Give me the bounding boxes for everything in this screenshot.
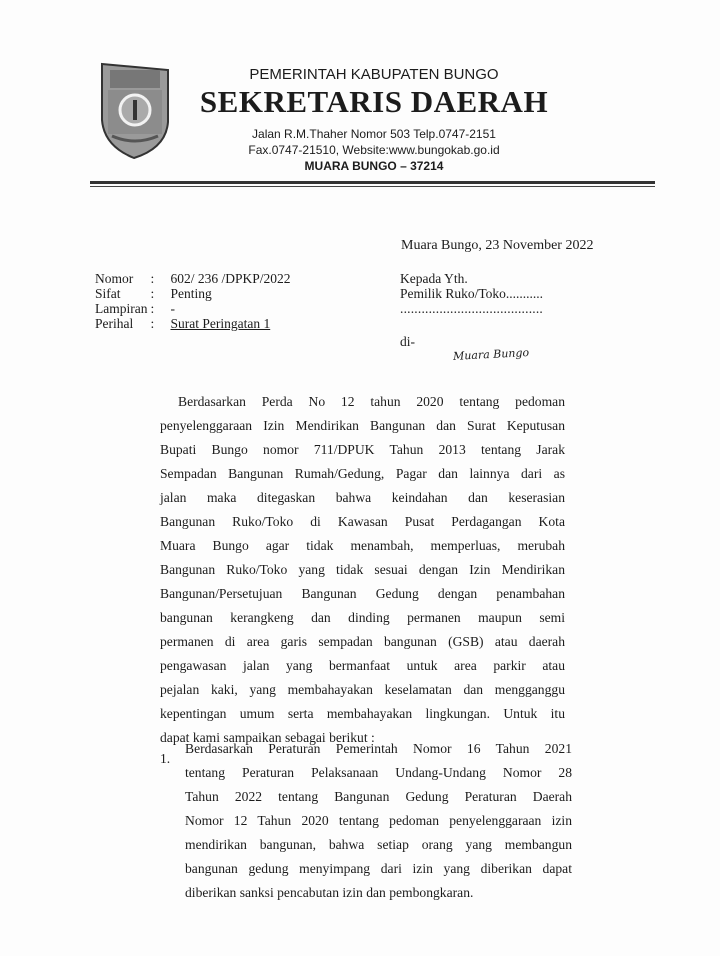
text-line: mendirikan bangunan, bahwa setiap orang yang membangun [185, 837, 572, 852]
text-line: Sempadan Bangunan Rumah/Gedung, Pagar dan lainnya dari as [160, 466, 565, 481]
meta-sep: : [150, 271, 155, 286]
government-name: PEMERINTAH KABUPATEN BUNGO [249, 66, 499, 83]
text-line: dapat kami sampaikan sebagai berikut : [160, 730, 375, 745]
text-line: pejalan kaki, yang membahayakan keselamatan dan mengganggu [160, 682, 565, 697]
text-line: Bupati Bungo nomor 711/DPUK Tahun 2013 tentang Jarak [160, 442, 565, 457]
text-line: tentang Peraturan Pelaksanaan Undang-Undang Nomor 28 [185, 765, 572, 780]
text-line: Muara Bungo agar tidak menambah, memperluas, merubah [160, 538, 565, 553]
recipient-greeting: Kepada Yth. [400, 271, 468, 286]
meta-label: Perihal [95, 316, 134, 331]
body-paragraph [160, 390, 565, 750]
meta-row [95, 301, 291, 316]
text-line: Bangunan/Persetujuan Bangunan Gedung dengan penambahan [160, 586, 565, 601]
text-line: Nomor 12 Tahun 2020 tentang pedoman penyelenggaraan izin [185, 813, 572, 828]
recipient-di: di- [400, 334, 415, 349]
contact-line: Fax.0747-21510, Website:www.bungokab.go.id [248, 143, 500, 157]
text-line: Bangunan Ruko/Toko di Kawasan Pusat Perdagangan Kota [160, 514, 565, 529]
meta-label: Nomor [95, 271, 134, 286]
letter-date: Muara Bungo, 23 November 2022 [401, 238, 594, 253]
text-line: Bangunan Ruko/Toko yang tidak sesuai dengan Izin Mendirikan [160, 562, 565, 577]
list-number: 1. [160, 751, 171, 766]
text-line: diberikan sanksi pencabutan izin dan pembongkaran. [185, 885, 474, 900]
recipient-block [400, 271, 543, 349]
text-line: jalan maka ditegaskan bahwa keindahan dan keserasian [160, 490, 565, 505]
text-line: pengawasan jalan yang bermanfaat untuk area parkir atau [160, 658, 565, 673]
meta-sep: : [150, 301, 155, 316]
meta-sep: : [150, 286, 155, 301]
text-line: bangunan kerangkeng dan dinding permanen maupun semi [160, 610, 565, 625]
meta-value: - [170, 301, 175, 316]
text-line: Tahun 2022 tentang Bangunan Gedung Peraturan Daerah [185, 789, 572, 804]
meta-value: Penting [170, 286, 212, 301]
address-line: Jalan R.M.Thaher Nomor 503 Telp.0747-2151 [252, 127, 496, 141]
recipient-name: Pemilik Ruko/Toko........... [400, 286, 544, 301]
text-line: kepentingan umum serta membahayakan lingkungan. Untuk itu [160, 706, 565, 721]
header-rule [90, 181, 655, 184]
list-item [185, 737, 572, 905]
text-line: bangunan gedung menyimpang dari izin yang diberikan dapat [185, 861, 572, 876]
meta-label: Lampiran [95, 301, 148, 316]
meta-row [95, 316, 291, 331]
header-rule-thin [90, 186, 655, 187]
city-postcode: MUARA BUNGO – 37214 [304, 159, 444, 173]
meta-row [95, 271, 291, 286]
meta-value: Surat Peringatan 1 [170, 316, 271, 331]
handwritten-place: Muara Bungo [452, 346, 530, 363]
office-title: SEKRETARIS DAERAH [199, 84, 549, 119]
text-line: Berdasarkan Perda No 12 tahun 2020 tentang pedoman [178, 394, 565, 409]
recipient-dots: ........................................ [400, 301, 543, 316]
meta-value: 602/ 236 /DPKP/2022 [170, 271, 291, 286]
meta-label: Sifat [95, 286, 121, 301]
meta-sep: : [150, 316, 155, 331]
text-line: permanen di area garis sempadan bangunan (GSB) atau daerah [160, 634, 565, 649]
letter-meta [95, 271, 291, 331]
text-line: Berdasarkan Peraturan Pemerintah Nomor 16 Tahun 2021 [185, 741, 572, 756]
meta-row [95, 286, 291, 301]
text-line: penyelenggaraan Izin Mendirikan Bangunan dan Surat Keputusan [160, 418, 565, 433]
